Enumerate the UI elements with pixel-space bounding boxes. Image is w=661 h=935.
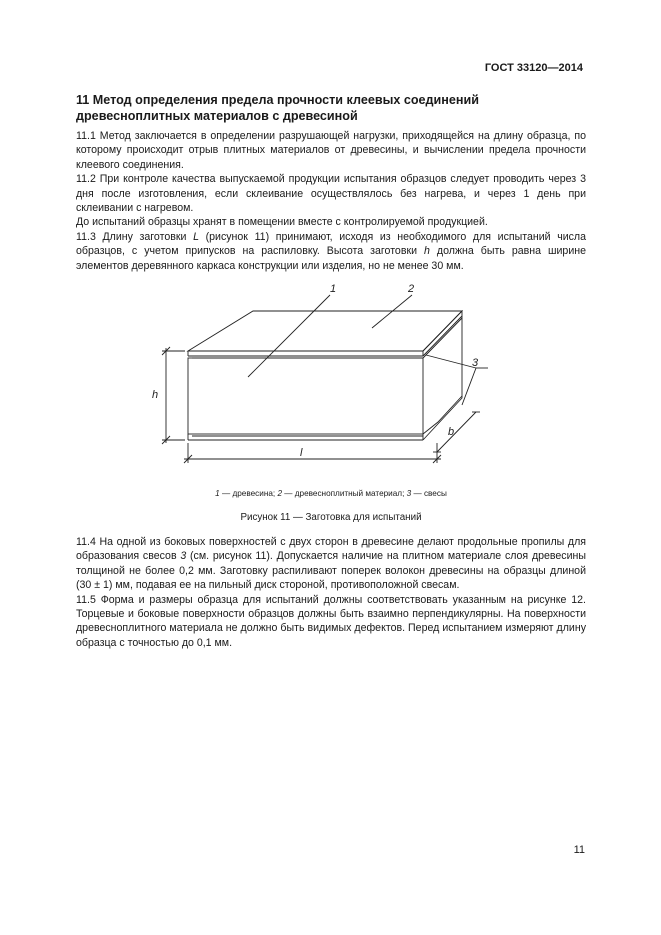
legend-text-2: — древесноплитный материал;	[282, 489, 407, 498]
p11-3-part-b: (рисунок 11) принимают, исходя из необходимого для испытаний числа образцов, с учетом припусков на распиловку. Высота заготовки	[76, 230, 586, 258]
figure-legend	[76, 489, 586, 498]
leader-1	[248, 295, 330, 377]
legend-text-3: — свесы	[411, 489, 447, 498]
dim-label-l: l	[300, 447, 303, 459]
legend-num-1: 1	[215, 489, 220, 498]
legend-text-1: — древесина;	[219, 489, 278, 498]
page-number: 11	[573, 844, 585, 856]
right-side-face	[423, 311, 462, 440]
leader-3b	[462, 368, 476, 405]
callout-3: 3	[472, 357, 479, 369]
legend-num-3: 3	[406, 489, 412, 498]
callout-1: 1	[330, 283, 337, 295]
body-text-after-figure	[76, 535, 586, 650]
ref-3: 3	[180, 550, 187, 563]
paragraph-11-2: 11.2 При контроле качества выпускаемой продукции испытания образцов следует проводить через 3 дня после изготовления, если склеивание осуществлялось без нагрева, и через 1 день при склеивании с нагревом.	[76, 173, 586, 215]
p11-4-part-b: (см. рисунок 11). Допускается наличие на плитном материале слоя древесины толщиной не более 0,2 мм. Заготовку распиливают поперек волокон древесины на образцы длиной (30 ± 1) мм, подавая ее на пильный диск стороной, противоположной свесам.	[76, 550, 586, 592]
paragraph-11-3	[76, 230, 586, 273]
p11-3-part-a: 11.3 Длину заготовки	[76, 230, 194, 243]
paragraph-storage: До испытаний образцы хранят в помещении вместе с контролируемой продукцией.	[76, 216, 488, 229]
figure-caption: Рисунок 11 — Заготовка для испытаний	[240, 512, 422, 523]
paragraph-11-4	[76, 535, 586, 593]
p11-4-part-a: 11.4 На одной из боковых поверхностей с двух сторон в древесине делают продольные пропилы для образования свесов	[76, 536, 586, 563]
section-title: 11 Метод определения предела прочности клеевых соединений древесноплитных материалов с древесиной	[76, 93, 479, 123]
callout-2: 2	[408, 283, 415, 295]
dim-label-h: h	[152, 389, 159, 401]
leader-2	[372, 295, 412, 328]
legend-num-2: 2	[277, 489, 283, 498]
var-h: h	[424, 245, 430, 258]
p11-3-part-c: должна быть равна ширине элементов деревянного каркаса конструкции или изделия, но не менее 30 мм.	[76, 245, 586, 272]
standard-code: ГОСТ 33120—2014	[484, 62, 583, 74]
front-face-wood	[188, 358, 423, 434]
blank-drawing	[140, 280, 500, 470]
overhang-marks	[423, 396, 462, 434]
paragraph-11-1: 11.1 Метод заключается в определении разрушающей нагрузки, приходящейся на длину образца, по которому происходит отрыв плитных материалов от древесины, и вычислении предела прочности клеевого соединения.	[76, 130, 586, 171]
top-face-plate	[188, 311, 462, 351]
leader-3a	[426, 355, 476, 368]
intro-text	[76, 129, 586, 273]
var-L: L	[193, 230, 199, 243]
paragraph-11-5: 11.5 Форма и размеры образца для испытаний должны соответствовать указанным на рисунке 12. Торцевые и боковые поверхности образцов должны быть взаимно перпендикулярны. На поверхности древесноплитного материала не должно быть видимых дефектов. Перед испытанием измеряют длину образца с точностью до 0,1 мм.	[76, 593, 586, 649]
figure-11-drawing	[140, 280, 500, 470]
dim-label-b: b	[448, 426, 455, 438]
